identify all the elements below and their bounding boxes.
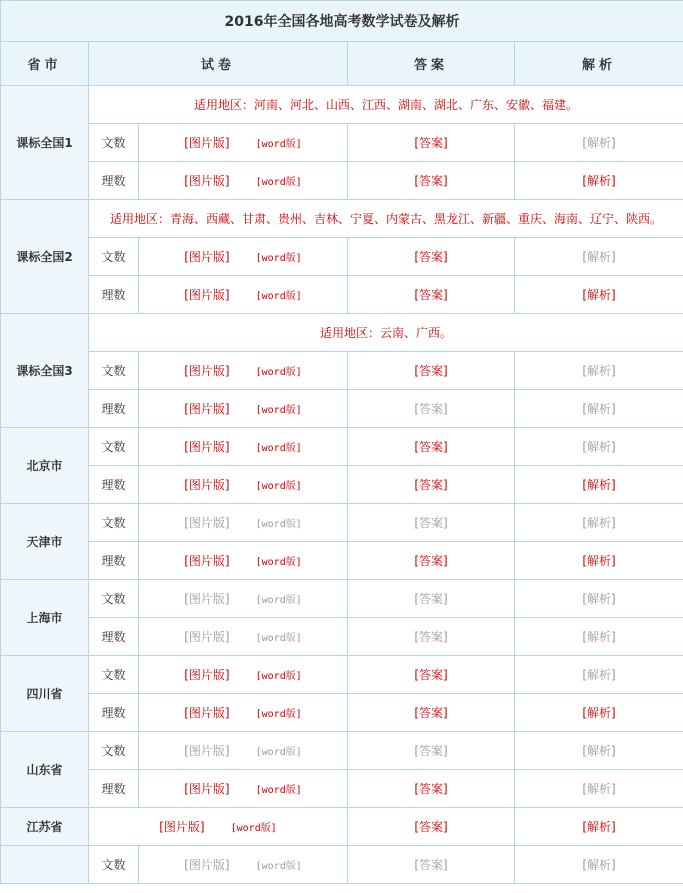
pic-version-text: [图片版] [184, 858, 230, 872]
answer-text: [答案] [414, 402, 448, 416]
header-analysis: 解析 [515, 42, 683, 86]
province-name: 上海市 [1, 580, 89, 656]
subject-label: 理数 [89, 618, 139, 656]
pic-version-link[interactable]: [图片版] [184, 440, 230, 454]
analysis-link[interactable]: [解析] [582, 706, 616, 720]
word-version-link[interactable]: [word版] [255, 557, 302, 568]
word-version-link[interactable]: [word版] [255, 253, 302, 264]
subject-label: 理数 [89, 770, 139, 808]
answer-link[interactable]: [答案] [414, 554, 448, 568]
analysis-text: [解析] [582, 782, 616, 796]
pic-version-link[interactable]: [图片版] [184, 364, 230, 378]
table-title: 2016年全国各地高考数学试卷及解析 [1, 1, 683, 42]
analysis-text: [解析] [582, 668, 616, 682]
analysis-text: [解析] [582, 516, 616, 530]
subject-label: 文数 [89, 124, 139, 162]
subject-label: 文数 [89, 428, 139, 466]
pic-version-link[interactable]: [图片版] [159, 820, 205, 834]
province-name: 江苏省 [1, 808, 89, 846]
answer-link[interactable]: [答案] [414, 440, 448, 454]
header-paper: 试卷 [89, 42, 348, 86]
analysis-text: [解析] [582, 250, 616, 264]
answer-link[interactable]: [答案] [414, 706, 448, 720]
pic-version-link[interactable]: [图片版] [184, 554, 230, 568]
analysis-text: [解析] [582, 744, 616, 758]
region-note: 适用地区：河南、河北、山西、江西、湖南、湖北、广东、安徽、福建。 [89, 86, 683, 124]
province-name: 四川省 [1, 656, 89, 732]
pic-version-link[interactable]: [图片版] [184, 136, 230, 150]
word-version-link[interactable]: [word版] [255, 139, 302, 150]
answer-link[interactable]: [答案] [414, 478, 448, 492]
pic-version-link[interactable]: [图片版] [184, 668, 230, 682]
answer-link[interactable]: [答案] [414, 364, 448, 378]
answer-link[interactable]: [答案] [414, 136, 448, 150]
header-answer: 答案 [348, 42, 515, 86]
subject-label: 理数 [89, 694, 139, 732]
subject-label: 理数 [89, 276, 139, 314]
word-version-link[interactable]: [word版] [255, 177, 302, 188]
pic-version-text: [图片版] [184, 592, 230, 606]
word-version-text: [word版] [255, 519, 302, 530]
pic-version-link[interactable]: [图片版] [184, 782, 230, 796]
province-name: 山东省 [1, 732, 89, 808]
answer-text: [答案] [414, 592, 448, 606]
analysis-link[interactable]: [解析] [582, 820, 616, 834]
pic-version-text: [图片版] [184, 744, 230, 758]
word-version-link[interactable]: [word版] [255, 291, 302, 302]
subject-label: 文数 [89, 656, 139, 694]
subject-label: 理数 [89, 162, 139, 200]
subject-label: 文数 [89, 504, 139, 542]
pic-version-link[interactable]: [图片版] [184, 288, 230, 302]
province-name: 天津市 [1, 504, 89, 580]
word-version-text: [word版] [255, 595, 302, 606]
word-version-link[interactable]: [word版] [255, 671, 302, 682]
word-version-text: [word版] [255, 633, 302, 644]
region-note: 适用地区：云南、广西。 [89, 314, 683, 352]
answer-text: [答案] [414, 630, 448, 644]
pic-version-link[interactable]: [图片版] [184, 174, 230, 188]
subject-label: 理数 [89, 466, 139, 504]
analysis-text: [解析] [582, 364, 616, 378]
subject-label: 文数 [89, 846, 139, 884]
answer-text: [答案] [414, 858, 448, 872]
analysis-text: [解析] [582, 440, 616, 454]
answer-text: [答案] [414, 744, 448, 758]
subject-label: 文数 [89, 732, 139, 770]
subject-label: 理数 [89, 390, 139, 428]
word-version-link[interactable]: [word版] [255, 367, 302, 378]
analysis-text: [解析] [582, 136, 616, 150]
word-version-link[interactable]: [word版] [255, 405, 302, 416]
subject-label: 理数 [89, 542, 139, 580]
analysis-link[interactable]: [解析] [582, 554, 616, 568]
analysis-link[interactable]: [解析] [582, 174, 616, 188]
analysis-text: [解析] [582, 858, 616, 872]
subject-label: 文数 [89, 580, 139, 618]
answer-link[interactable]: [答案] [414, 820, 448, 834]
answer-text: [答案] [414, 516, 448, 530]
subject-label: 文数 [89, 238, 139, 276]
answer-link[interactable]: [答案] [414, 250, 448, 264]
subject-label: 文数 [89, 352, 139, 390]
pic-version-link[interactable]: [图片版] [184, 250, 230, 264]
province-name: 课标全国3 [1, 314, 89, 428]
analysis-link[interactable]: [解析] [582, 288, 616, 302]
pic-version-link[interactable]: [图片版] [184, 706, 230, 720]
word-version-link[interactable]: [word版] [255, 443, 302, 454]
answer-link[interactable]: [答案] [414, 288, 448, 302]
analysis-link[interactable]: [解析] [582, 478, 616, 492]
analysis-text: [解析] [582, 402, 616, 416]
word-version-link[interactable]: [word版] [255, 709, 302, 720]
pic-version-link[interactable]: [图片版] [184, 402, 230, 416]
word-version-link[interactable]: [word版] [255, 481, 302, 492]
analysis-text: [解析] [582, 630, 616, 644]
province-name: 课标全国2 [1, 200, 89, 314]
answer-link[interactable]: [答案] [414, 174, 448, 188]
word-version-text: [word版] [255, 747, 302, 758]
region-note: 适用地区：青海、西藏、甘肃、贵州、吉林、宁夏、内蒙古、黑龙江、新疆、重庆、海南、辽宁、陕西。 [89, 200, 683, 238]
answer-link[interactable]: [答案] [414, 782, 448, 796]
province-name: 北京市 [1, 428, 89, 504]
pic-version-link[interactable]: [图片版] [184, 478, 230, 492]
word-version-link[interactable]: [word版] [230, 823, 277, 834]
province-name: 课标全国1 [1, 86, 89, 200]
pic-version-text: [图片版] [184, 630, 230, 644]
pic-version-text: [图片版] [184, 516, 230, 530]
header-province: 省市 [1, 42, 89, 86]
answer-link[interactable]: [答案] [414, 668, 448, 682]
province-name-cut [1, 846, 89, 884]
analysis-text: [解析] [582, 592, 616, 606]
word-version-link[interactable]: [word版] [255, 785, 302, 796]
word-version-text: [word版] [255, 861, 302, 872]
